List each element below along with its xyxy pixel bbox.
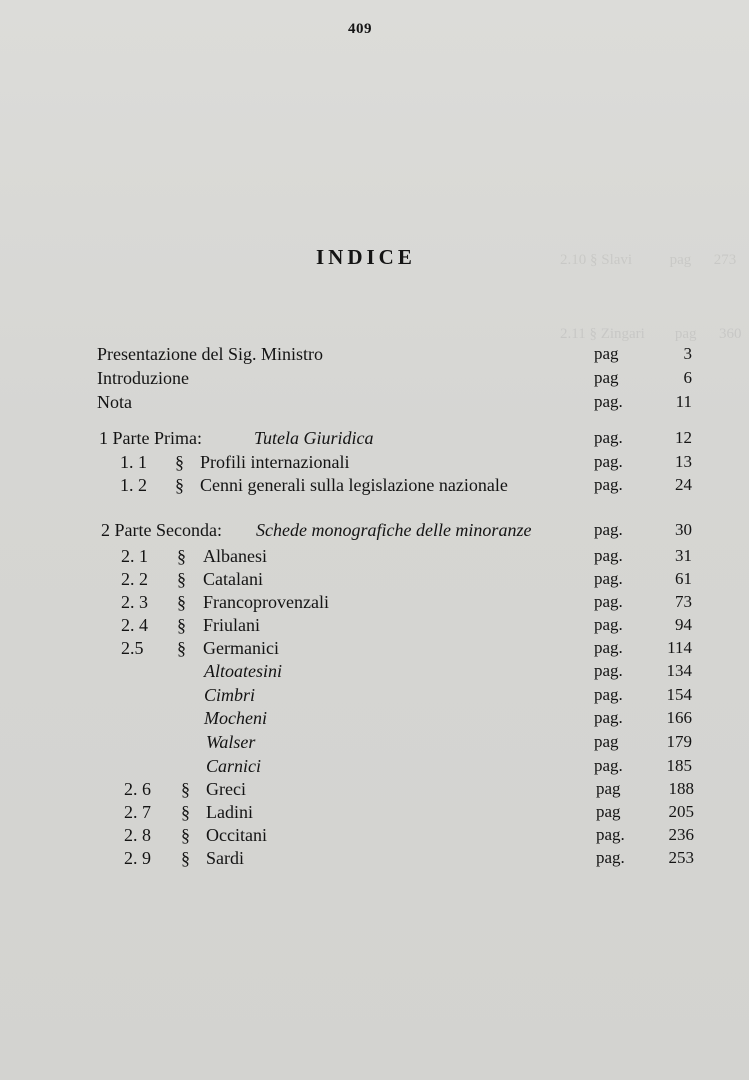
toc-entry-pag: pag xyxy=(596,802,621,821)
toc-entry-pag: pag. xyxy=(594,592,623,611)
toc-part-subtitle: Schede monografiche delle minoranze xyxy=(256,520,532,540)
toc-entry-pag: pag. xyxy=(594,756,623,775)
toc-entry-pag: pag. xyxy=(594,392,623,411)
toc-entry-page: 154 xyxy=(666,685,692,704)
toc-entry xyxy=(0,474,749,496)
section-sign: § xyxy=(177,546,186,566)
toc-entry-pag: pag. xyxy=(596,825,625,844)
toc-entry-label: Profili internazionali xyxy=(200,452,350,472)
toc-entry-pag: pag. xyxy=(594,475,623,494)
toc-entry-pag: pag. xyxy=(594,520,623,539)
toc-entry xyxy=(0,367,749,389)
toc-entry-number: 2. 3 xyxy=(121,592,148,612)
toc-entry-label: Mocheni xyxy=(204,708,267,728)
toc-entry-pag: pag xyxy=(596,779,621,798)
page-number: 409 xyxy=(348,21,372,37)
toc-entry-label: Francoprovenzali xyxy=(203,592,329,612)
toc-entry-page: 185 xyxy=(666,756,692,775)
toc-entry-page: 179 xyxy=(666,732,692,751)
toc-entry xyxy=(0,778,749,800)
toc-entry-number: 2. 2 xyxy=(121,569,148,589)
toc-entry-label: Cenni generali sulla legislazione nazionale xyxy=(200,475,508,495)
toc-entry-label: Walser xyxy=(206,732,256,752)
toc-part-heading xyxy=(0,427,749,449)
toc-entry xyxy=(0,568,749,590)
section-sign: § xyxy=(175,475,184,495)
toc-entry xyxy=(0,451,749,473)
toc-entry-page: 188 xyxy=(668,779,694,798)
toc-part-heading xyxy=(0,519,749,541)
toc-entry-pag: pag. xyxy=(594,546,623,565)
section-sign: § xyxy=(177,615,186,635)
toc-entry-pag: pag xyxy=(594,732,619,751)
toc-entry-number: 2. 4 xyxy=(121,615,148,635)
toc-entry-label: Ladini xyxy=(206,802,253,822)
toc-entry-pag: pag. xyxy=(594,569,623,588)
toc-entry-page: 73 xyxy=(675,592,692,611)
toc-entry-page: 31 xyxy=(675,546,692,565)
toc-part-label: 2 Parte Seconda: xyxy=(101,520,222,540)
toc-entry-page: 166 xyxy=(666,708,692,727)
toc-entry-page: 94 xyxy=(675,615,692,634)
show-through-text: 2.10 § Slavi pag 273 xyxy=(560,252,737,268)
toc-entry xyxy=(0,637,749,659)
toc-entry-pag: pag. xyxy=(594,685,623,704)
toc-entry-label: Introduzione xyxy=(97,368,189,388)
toc-entry-number: 1. 2 xyxy=(120,475,147,495)
toc-entry-pag: pag. xyxy=(596,848,625,867)
section-sign: § xyxy=(181,779,190,799)
toc-entry-page: 134 xyxy=(666,661,692,680)
toc-entry-label: Altoatesini xyxy=(204,661,282,681)
show-through-text: 2.11 § Zingari pag 360 xyxy=(560,326,742,342)
toc-entry-pag: pag. xyxy=(594,708,623,727)
toc-entry xyxy=(0,545,749,567)
toc-entry-pag: pag. xyxy=(594,661,623,680)
toc-entry-number: 2. 8 xyxy=(124,825,151,845)
toc-entry-page: 205 xyxy=(668,802,694,821)
toc-entry-label: Catalani xyxy=(203,569,263,589)
section-sign: § xyxy=(177,569,186,589)
toc-entry-page: 12 xyxy=(675,428,692,447)
toc-entry-label: Cimbri xyxy=(204,685,256,705)
toc-entry-page: 253 xyxy=(668,848,694,867)
section-sign: § xyxy=(181,825,190,845)
toc-entry-label: Nota xyxy=(97,392,132,412)
toc-entry xyxy=(0,801,749,823)
toc-entry-label: Albanesi xyxy=(203,546,267,566)
toc-entry-page: 30 xyxy=(675,520,692,539)
section-sign: § xyxy=(177,592,186,612)
toc-entry-pag: pag. xyxy=(594,615,623,634)
toc-entry-page: 3 xyxy=(683,344,692,363)
toc-entry-number: 2. 7 xyxy=(124,802,151,822)
toc-entry-page: 11 xyxy=(675,392,692,411)
section-sign: § xyxy=(181,802,190,822)
toc-entry-label: Sardi xyxy=(206,848,244,868)
toc-entry xyxy=(0,391,749,413)
toc-part-label: 1 Parte Prima: xyxy=(99,428,202,448)
toc-entry-number: 2. 6 xyxy=(124,779,151,799)
toc-entry-pag: pag. xyxy=(594,428,623,447)
toc-entry xyxy=(0,614,749,636)
toc-entry-label: Greci xyxy=(206,779,246,799)
toc-entry-page: 61 xyxy=(675,569,692,588)
toc-subentry xyxy=(0,731,749,753)
toc-entry-number: 2.5 xyxy=(121,638,144,658)
toc-entry-pag: pag. xyxy=(594,452,623,471)
toc-entry-number: 2. 1 xyxy=(121,546,148,566)
toc-entry-label: Presentazione del Sig. Ministro xyxy=(97,344,323,364)
toc-entry-page: 13 xyxy=(675,452,692,471)
toc-subentry xyxy=(0,755,749,777)
toc-entry-label: Carnici xyxy=(206,756,262,776)
section-sign: § xyxy=(181,848,190,868)
toc-entry xyxy=(0,343,749,365)
toc-subentry xyxy=(0,660,749,682)
toc-entry xyxy=(0,847,749,869)
toc-entry-label: Occitani xyxy=(206,825,267,845)
toc-entry xyxy=(0,591,749,613)
page-title: INDICE xyxy=(316,245,416,269)
section-sign: § xyxy=(175,452,184,472)
toc-part-subtitle: Tutela Giuridica xyxy=(254,428,374,448)
toc-entry-number: 2. 9 xyxy=(124,848,151,868)
toc-entry-page: 114 xyxy=(667,638,692,657)
toc-entry-number: 1. 1 xyxy=(120,452,147,472)
toc-entry xyxy=(0,824,749,846)
toc-entry-page: 236 xyxy=(668,825,694,844)
toc-entry-pag: pag xyxy=(594,344,619,363)
toc-entry-pag: pag xyxy=(594,368,619,387)
toc-entry-page: 6 xyxy=(683,368,692,387)
toc-subentry xyxy=(0,707,749,729)
toc-subentry xyxy=(0,684,749,706)
toc-entry-pag: pag. xyxy=(594,638,623,657)
section-sign: § xyxy=(177,638,186,658)
toc-entry-label: Friulani xyxy=(203,615,260,635)
toc-entry-label: Germanici xyxy=(203,638,279,658)
toc-entry-page: 24 xyxy=(675,475,692,494)
